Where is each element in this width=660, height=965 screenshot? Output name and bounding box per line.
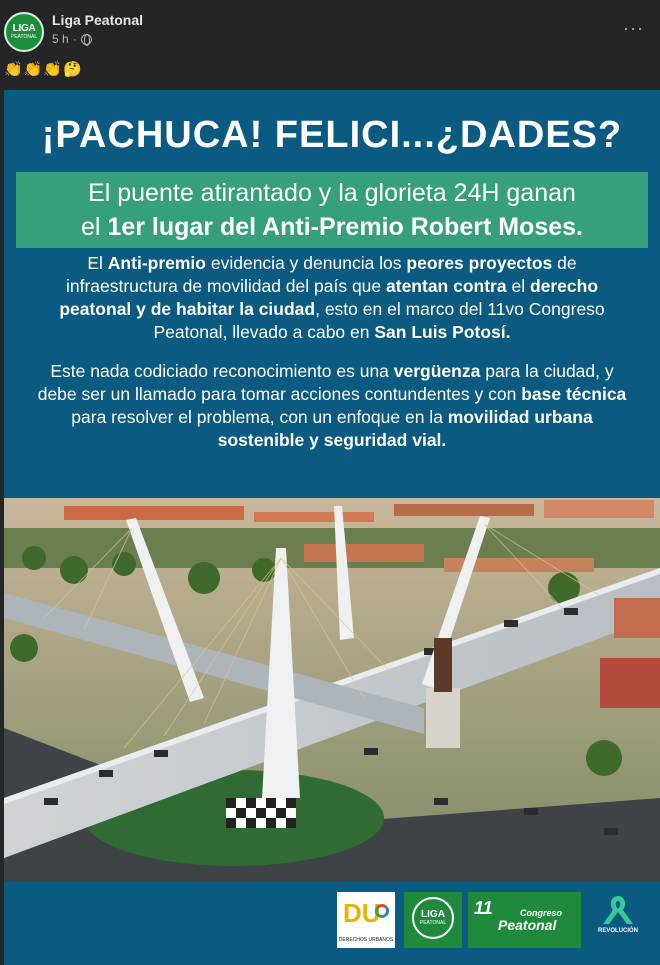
- subhead-line2: [16, 210, 648, 244]
- du-mark: DU: [343, 898, 381, 928]
- text-run: el: [506, 276, 530, 296]
- avatar-text: LIGA: [12, 23, 36, 34]
- post-header: [0, 0, 660, 62]
- more-options-button[interactable]: ···: [623, 18, 644, 38]
- meta-separator: ·: [72, 32, 77, 46]
- congreso-line2: Peatonal: [498, 917, 557, 933]
- du-subtext: DERECHOS URBANOS: [338, 937, 394, 943]
- text-run: atentan contra: [386, 276, 507, 296]
- subhead-line1: El puente atirantado y la glorieta 24H ganan: [88, 179, 576, 207]
- text-run: peores proyectos: [406, 253, 553, 273]
- text-run: Anti-premio: [107, 253, 206, 273]
- liga-logo-subtext: PEATONAL: [419, 920, 447, 926]
- poster-headline: ¡PACHUCA! FELICI...¿DADES?: [41, 114, 623, 156]
- text-run: de infraestructura de movilidad del país que: [65, 253, 577, 296]
- text-run: para la ciudad, y debe ser un llamado para tomar acciones contundentes y con: [37, 361, 614, 404]
- liga-ring: [412, 897, 454, 939]
- text-run: El: [87, 253, 108, 273]
- text-run: movilidad urbana sostenible y seguridad vial.: [217, 407, 593, 450]
- text-run: vergüenza: [393, 361, 481, 381]
- du-ring-icon: [375, 904, 389, 918]
- derechos-urbanos-logo: [337, 892, 395, 948]
- globe-icon[interactable]: [81, 34, 92, 45]
- sponsor-logos: [4, 882, 660, 965]
- liga-logo-text: LIGA: [421, 909, 445, 920]
- subhead-line2-pre: el: [81, 213, 108, 241]
- text-run: derecho peatonal y de habitar la ciudad: [59, 276, 599, 319]
- avatar-subtext: PEATONAL: [10, 34, 38, 40]
- post-caption: 👏👏👏🤔: [4, 61, 83, 78]
- text-run: San Luis Potosí.: [374, 322, 511, 342]
- avatar[interactable]: [4, 12, 44, 52]
- revolucion-logo: [589, 892, 647, 948]
- text-run: evidencia y denuncia los: [206, 253, 407, 273]
- post-time[interactable]: 5 h: [52, 32, 69, 46]
- poster-paragraph-2: [34, 360, 630, 452]
- post-meta: [52, 32, 92, 46]
- text-run: Este nada codiciado reconocimiento es una: [50, 361, 394, 381]
- ribbon-icon: [589, 892, 647, 926]
- subhead-line2-bold: 1er lugar del Anti-Premio Robert Moses.: [107, 213, 583, 241]
- text-run: para resolver el problema, con un enfoque en la: [71, 407, 448, 427]
- post-author[interactable]: Liga Peatonal: [52, 12, 144, 28]
- liga-peatonal-logo: [404, 892, 462, 948]
- revolucion-text: REVOLUCIÓN: [597, 928, 638, 934]
- poster-subhead: [16, 176, 648, 244]
- bridge-rendering: [4, 498, 660, 882]
- congreso-number: 11: [474, 898, 493, 918]
- text-run: , esto en el marco del 11vo Congreso Peatonal, llevado a cabo en: [153, 299, 605, 342]
- text-run: base técnica: [521, 384, 627, 404]
- post-image[interactable]: [4, 90, 660, 965]
- congreso-line1: Congreso: [520, 908, 563, 918]
- poster-paragraph-1: [34, 252, 630, 344]
- congreso-peatonal-logo: [468, 892, 581, 948]
